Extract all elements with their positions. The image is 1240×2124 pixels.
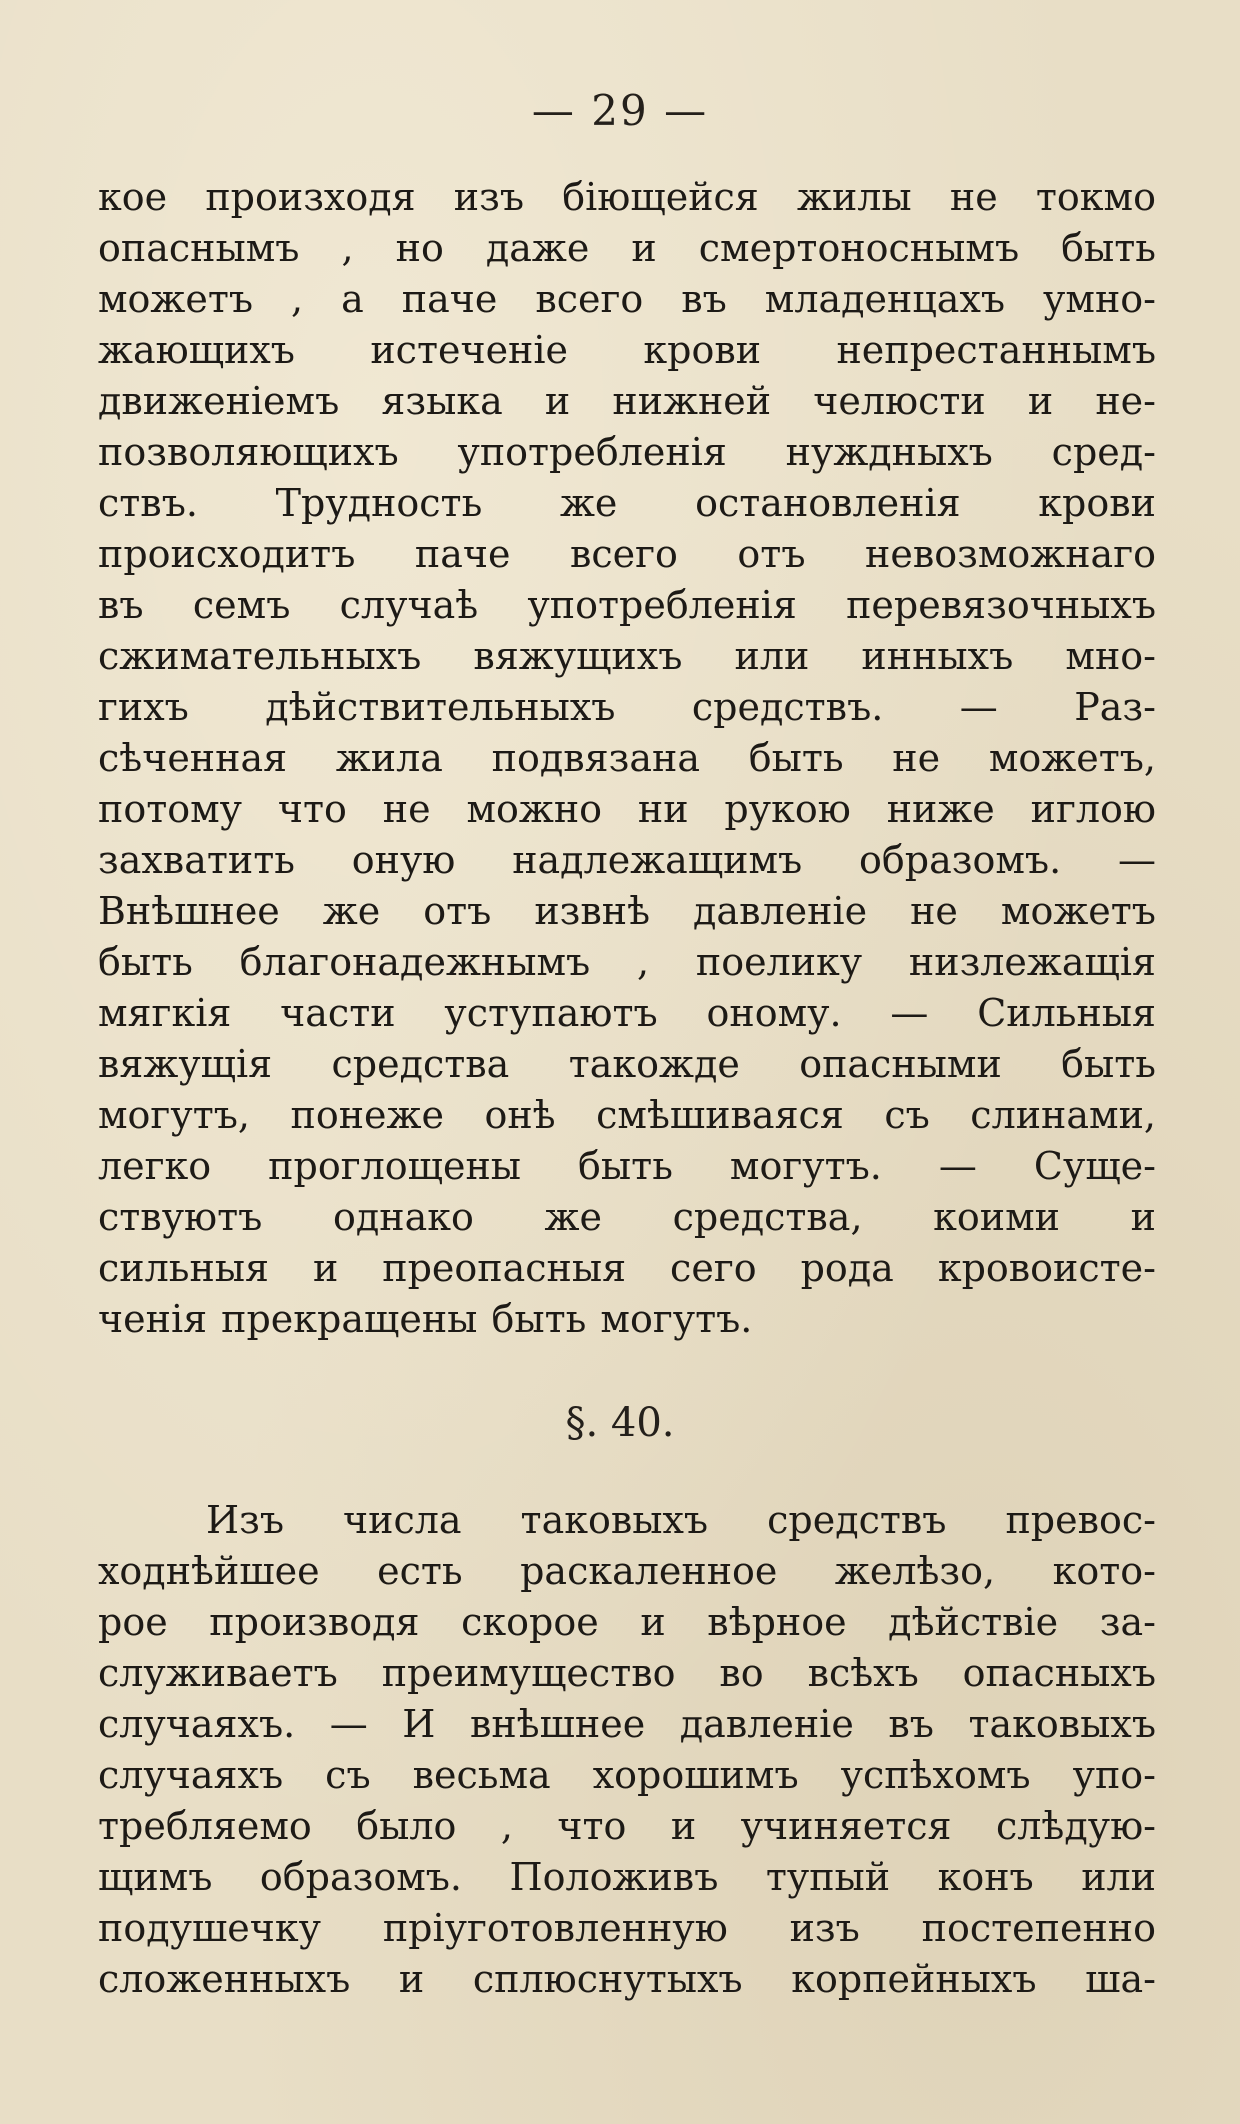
text-line: въ семъ случаѣ употребленія перевязочныхъ xyxy=(98,583,1156,627)
text-line: позволяющихъ употребленія нуждныхъ сред- xyxy=(98,430,1156,474)
text-line: Изъ числа таковыхъ средствъ превос- xyxy=(206,1498,1156,1542)
text-line: мягкія части уступаютъ оному. — Сильныя xyxy=(98,991,1156,1035)
text-line: подушечку пріуготовленную изъ постепенно xyxy=(98,1906,1156,1950)
text-line: легко проглощены быть могутъ. — Суще- xyxy=(98,1144,1156,1188)
text-line: сильныя и преопасныя сего рода кровоисте- xyxy=(98,1246,1156,1290)
text-line: сжимательныхъ вяжущихъ или инныхъ мно- xyxy=(98,634,1156,678)
page-number-header: — 29 — xyxy=(531,86,709,135)
text-line: требляемо было , что и учиняется слѣдую- xyxy=(98,1804,1156,1848)
text-line: могутъ, понеже онѣ смѣшиваяся съ слинами, xyxy=(98,1093,1156,1137)
section-heading: §. 40. xyxy=(565,1400,675,1446)
text-line: ствуютъ однако же средства, коими и xyxy=(98,1195,1156,1239)
text-line: быть благонадежнымъ , поелику низлежащія xyxy=(98,940,1156,984)
text-line: опаснымъ , но даже и смертоноснымъ быть xyxy=(98,226,1156,270)
text-line: потому что не можно ни рукою ниже иглою xyxy=(98,787,1156,831)
text-line: жающихъ истеченіе крови непрестаннымъ xyxy=(98,328,1156,372)
text-line: гихъ дѣйствительныхъ средствъ. — Раз- xyxy=(98,685,1156,729)
text-line: случаяхъ. — И внѣшнее давленіе въ таковыхъ xyxy=(98,1702,1156,1746)
paragraph-2 xyxy=(98,1495,1156,2005)
text-line: случаяхъ съ весьма хорошимъ успѣхомъ упо- xyxy=(98,1753,1156,1797)
text-line: вяжущія средства такожде опасными быть xyxy=(98,1042,1156,1086)
text-line: происходитъ паче всего отъ невозможнаго xyxy=(98,532,1156,576)
text-line: ствъ. Трудность же остановленія крови xyxy=(98,481,1156,525)
text-line: ходнѣйшее есть раскаленное желѣзо, кото- xyxy=(98,1549,1156,1593)
text-line: служиваетъ преимущество во всѣхъ опасныхъ xyxy=(98,1651,1156,1695)
text-line: кое произходя изъ біющейся жилы не токмо xyxy=(98,175,1156,219)
text-line: рое производя скорое и вѣрное дѣйствіе за- xyxy=(98,1600,1156,1644)
paragraph-1 xyxy=(98,172,1156,1345)
text-line: сложенныхъ и сплюснутыхъ корпейныхъ ша- xyxy=(98,1957,1156,2001)
text-line: движеніемъ языка и нижней челюсти и не- xyxy=(98,379,1156,423)
text-line: сѣченная жила подвязана быть не можетъ, xyxy=(98,736,1156,780)
text-line: щимъ образомъ. Положивъ тупый конъ или xyxy=(98,1855,1156,1899)
text-line: Внѣшнее же отъ извнѣ давленіе не можетъ xyxy=(98,889,1156,933)
text-line: захватить оную надлежащимъ образомъ. — xyxy=(98,838,1156,882)
text-line: ченія прекращены быть могутъ. xyxy=(98,1297,753,1341)
text-line: можетъ , а паче всего въ младенцахъ умно- xyxy=(98,277,1156,321)
